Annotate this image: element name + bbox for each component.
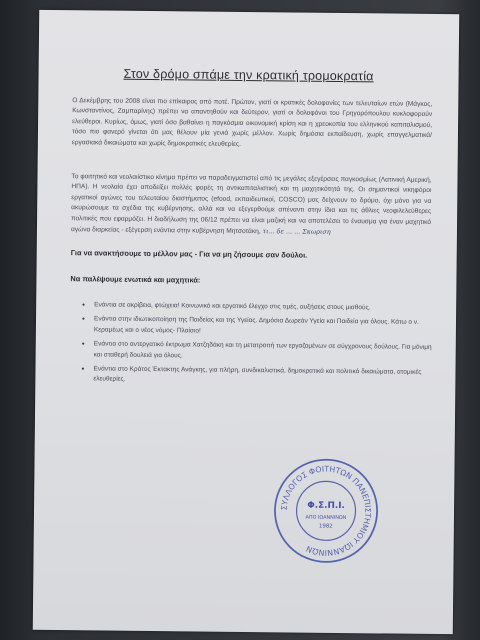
paragraph-movement xyxy=(71,172,432,239)
demand-item: • Ενάντια στο αντεργατικό έκτρωμα Χατζηδάκη και τη μετατροπή των εργαζομένων σε σύγχρονους δούλους. Για μόνιμη και σταθερή δουλειά για όλους. xyxy=(82,340,432,364)
stamp-ring-textpath: ΣΥΛΛΟΓΟΣ ΦΟΙΤΗΤΩΝ ΠΑΝΕΠΙΣΤΗΜΙΟΥ ΙΩΑΝΝΙΝΩΝ xyxy=(279,464,373,558)
demands-list xyxy=(81,300,432,393)
handwritten-note: τι... δε ... ... Σκωριση xyxy=(262,227,331,236)
leaflet-page xyxy=(33,10,459,634)
stamp-center-text: Φ.Σ.Π.Ι. xyxy=(307,500,345,512)
paragraph-intro: Ο Δεκέμβρης του 2008 είναι πιο επίκαιρος από ποτέ. Πρώτον, γιατί οι κρατικές δολοφονίες των τελευταίων ετών (Μάγκος, Κωνσταντίνος, Ζαμπαρίνης) πρέπει να απαντηθούν και δεύτερον, γιατί οι δολοφόνοι του Γρηγορόπουλου κυκλοφορούν ελεύθεροι. Κυρίως, όμως, γιατί όσο βαθαίνει η παγκόσμια οικονομική κρίση και η χρεοκοπία του ελληνικού καπιταλισμού, τόσο πιο φανερό γίνεται ότι μας θέλουν μία γενιά χωρίς μέλλον. Χωρίς δημόσια εκπαίδευση, χωρίς επαγγελματικά/εργασιακά δικαιώματα και χωρίς δημοκρατικές ελευθερίες. xyxy=(71,97,433,148)
paragraph-movement-text: Το φοιτητικό και νεολαιίστικο κίνημα πρέπει να παραδειγματιστεί από τις μεγάλες εξεγέρσεις παγκοσμίως (Λατινική Αμερική, ΗΠΑ). Η νεολαία έχει αποδείξει πολλές φορές τη αντικαπιταλιστική και τη μαχητικότητά της. Οι σημαντικοί νικηφόροι εργατικοί αγώνες του τελευταίου διαστήματος (efood, εκπαιδευτικοί, COSCO) μας δείχνουν το δρόμο, όχι μόνο για να ακυρώσουμε τα σχέδια της κυβέρνησης, αλλά και να εξεγερθούμε απέναντι στην ίδια και τις άθλιες νεοφιλελεύθερες πολιτικές που εφαρμόζει. Η διαδήλωση της 06/12 πρέπει να είναι μαζική και να αποτελέσει το έναυσμα για έναν μαχητικό αγώνα διαρκείας - εξέγερση ενάντια στην κυβέρνηση Μητσοτάκη, xyxy=(70,173,432,236)
page-title: Στον δρόμο σπάμε την κρατική τρομοκρατία xyxy=(123,66,374,84)
demand-item: • Ενάντια σε ακρίβεια, φτώχεια! Κοινωνικό και εργατικό έλεγχο στις τιμές, αυξήσεις στους μισθούς. xyxy=(82,300,432,314)
stamp-city-text: ΑΠΟ ΙΩΑΝΝΙΝΩΝ xyxy=(305,514,347,521)
demand-item: • Ενάντια στο Κράτος Έκτακτης Ανάγκης, για πλήρη, συνδικαλιστικά, δημοκρατικά και πολιτικά δικαιώματα, ατομικές ελευθερίες. xyxy=(81,364,431,388)
union-stamp xyxy=(271,456,380,565)
stamp-year-text: 1982 xyxy=(318,523,333,530)
slogan: Για να ανακτήσουμε το μέλλον μας - Για να μη ζήσουμε σαν δούλοι. xyxy=(70,248,308,260)
demands-heading: Να παλέψουμε ενωτικά και μαχητικά: xyxy=(70,274,201,285)
demand-item: • Ενάντια στην ιδιωτικοποίηση της Παιδείας και της Υγείας. Δημόσια Δωρεάν Υγεία και Παιδεία για όλους. Κάτω ο ν. Κεραμέως και ο νέος νόμος- Πλαίσιο! xyxy=(82,315,432,339)
